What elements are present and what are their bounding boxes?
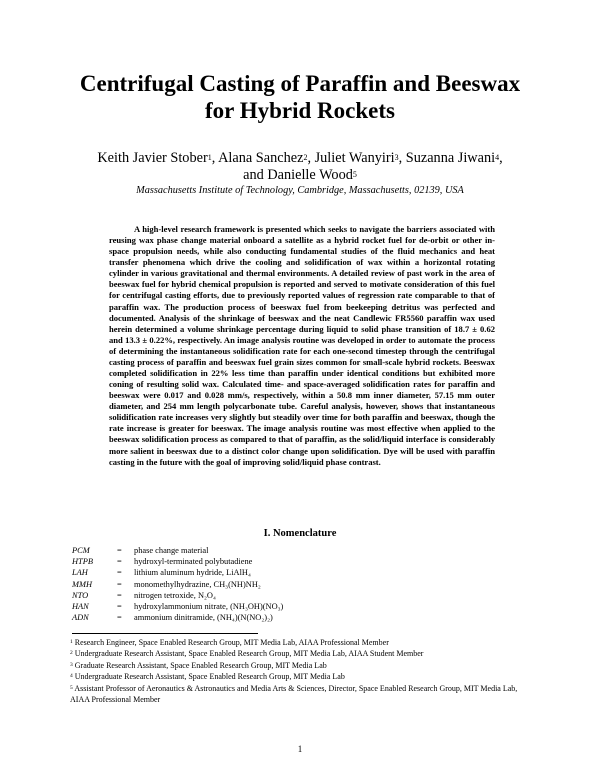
nomenclature-definition: ammonium dinitramide, (NH₄)(N(NO₂)₂): [134, 613, 273, 623]
nomenclature-row: [72, 579, 552, 590]
nomenclature-definition: nitrogen tetroxide, N₂O₄: [134, 590, 216, 600]
author-sep: ,: [398, 150, 406, 166]
footnote-mark: 4: [70, 673, 73, 680]
author-name: Alana Sanchez: [218, 150, 304, 166]
footnote-mark: 5: [70, 684, 73, 691]
footnote-mark: 1: [70, 639, 73, 645]
footnote-text: Undergraduate Research Assistant, Space Enabled Research Group, MIT Media Lab, AIAA Student Member: [74, 649, 424, 659]
author-mark: 1: [207, 153, 212, 162]
footnote-text: Undergraduate Research Assistant, Space Enabled Research Group, MIT Media Lab: [74, 672, 345, 682]
footnotes: [70, 637, 536, 705]
author-mark: 5: [352, 170, 357, 179]
page-number: 1: [297, 744, 303, 754]
footnote-mark: 3: [70, 661, 73, 668]
nomenclature-row: [72, 590, 552, 601]
nomenclature-symbol: HAN: [72, 601, 89, 611]
author-conjunction: and: [243, 167, 268, 183]
nomenclature-row: [72, 612, 552, 623]
abstract: A high-level research framework is presented which seeks to navigate the barriers associated with reusing wax phase change material onboard a satellite as a hybrid rocket fuel for de-orbit or other in-space propulsion needs, while also conducting fundamental studies of the fluid mechanics and heat transfer phenomena which drive the cooling and solidification of wax within a horizontal rotating cylinder in various gravitational and thermal environments. A detailed review of past work in the area of beeswax fuel for hybrid chemical propulsion is reported and served to motivate consideration of this fuel for centrifugal casting efforts, due to previously reported values of regression rate comparable to that of paraffin wax. The production process of beeswax fuel from beekeeping detritus was perfected and documented. Analysis of the shrinkage of beeswax and the neat Candlewic FR5560 paraffin wax used herein determined a volume shrinkage percentage during liquid to solid phase transition of 18.7 ± 0.62 and 13.3 ± 0.22%, respectively. An image analysis routine was developed in order to automate the process of determining the instantaneous solidification rate for each one-second timestep through the centrifugal casting process of paraffin and beeswax fuel grain sizes common for small-scale hybrid rockets. Beeswax completed solidification in 22% less time than paraffin under identical conditions but exhibited more coning of resulting solid wax. Calculated time- and space-averaged solidification rates for paraffin and beeswax were 0.017 and 0.028 mm/s, respectively, within a 50.8 mm inner diameter, 57.15 mm outer diameter, and 254 mm length polycarbonate tube. Careful analysis, however, shows that instantaneous solidification rate increases very slightly but steadily over time for both paraffin and beeswax, though the rate increase is greater for beeswax. The image analysis routine was most effective when applied to the beeswax solidification process as compared to that of paraffin, as the solid/liquid interface is considerably more salient in beeswax due to a distinct color change upon solidification. Dye will be used with paraffin casting in the future with the goal of improving solid/liquid phase contrast.: [109, 224, 495, 467]
nomenclature-equals: =: [117, 568, 122, 578]
footnote-text: Assistant Professor of Aeronautics & Astronautics and Media Arts & Sciences, Director, Space Enabled Research Group, MIT Media Lab, AIAA Professional Member: [70, 683, 518, 705]
nomenclature-row: [72, 601, 552, 612]
paper-title: [40, 70, 560, 124]
author-sep: ,: [307, 150, 315, 166]
title-line-2: for Hybrid Rockets: [205, 98, 395, 123]
author-mark: 3: [394, 153, 399, 162]
author-name: Danielle Wood: [267, 167, 353, 183]
nomenclature-row: [72, 567, 552, 578]
nomenclature-equals: =: [117, 601, 122, 611]
nomenclature-definition: lithium aluminum hydride, LiAlH₄: [134, 568, 251, 578]
footnote: [70, 683, 536, 706]
footnote: [70, 637, 536, 648]
footnote-text: Research Engineer, Space Enabled Research Group, MIT Media Lab, AIAA Professional Member: [74, 638, 389, 647]
author-line-2: [40, 167, 560, 184]
nomenclature-equals: =: [117, 557, 122, 567]
nomenclature-symbol: HTPB: [72, 557, 93, 567]
author-name: Juliet Wanyiri: [314, 150, 395, 166]
affiliation: Massachusetts Institute of Technology, Cambridge, Massachusetts, 02139, USA: [136, 185, 464, 196]
footnote: [70, 648, 536, 659]
nomenclature-row: [72, 556, 552, 567]
footnote: [70, 660, 536, 671]
author-mark: 4: [495, 153, 500, 162]
nomenclature-row: [72, 545, 552, 556]
section-heading: I. Nomenclature: [263, 528, 337, 539]
footnote-divider: [72, 633, 258, 634]
author-name: Suzanna Jiwani: [405, 150, 496, 166]
author-mark: 2: [303, 153, 308, 162]
nomenclature-equals: =: [117, 579, 122, 589]
nomenclature-symbol: ADN: [72, 613, 89, 623]
nomenclature-symbol: LAH: [72, 568, 88, 578]
nomenclature-symbol: NTO: [72, 590, 89, 600]
nomenclature-equals: =: [117, 590, 122, 600]
nomenclature-definition: hydroxyl-terminated polybutadiene: [134, 557, 253, 567]
author-list: [40, 150, 560, 184]
author-sep: ,: [211, 150, 219, 166]
footnote: [70, 671, 536, 682]
nomenclature-definition: phase change material: [134, 546, 209, 555]
nomenclature-list: [72, 545, 552, 623]
title-line-1: Centrifugal Casting of Paraffin and Beeswax: [79, 71, 521, 96]
nomenclature-symbol: PCM: [72, 546, 90, 555]
nomenclature-equals: =: [117, 613, 122, 623]
footnote-mark: 2: [70, 650, 73, 657]
nomenclature-equals: =: [117, 546, 122, 555]
nomenclature-definition: monomethylhydrazine, CH₃(NH)NH₂: [134, 579, 261, 589]
author-sep: ,: [499, 150, 503, 166]
footnote-text: Graduate Research Assistant, Space Enabled Research Group, MIT Media Lab: [74, 660, 327, 670]
author-name: Keith Javier Stober: [97, 150, 208, 166]
nomenclature-symbol: MMH: [72, 579, 93, 589]
nomenclature-definition: hydroxylammonium nitrate, (NH₃OH)(NO₃): [134, 601, 284, 611]
author-line-1: [40, 150, 560, 167]
